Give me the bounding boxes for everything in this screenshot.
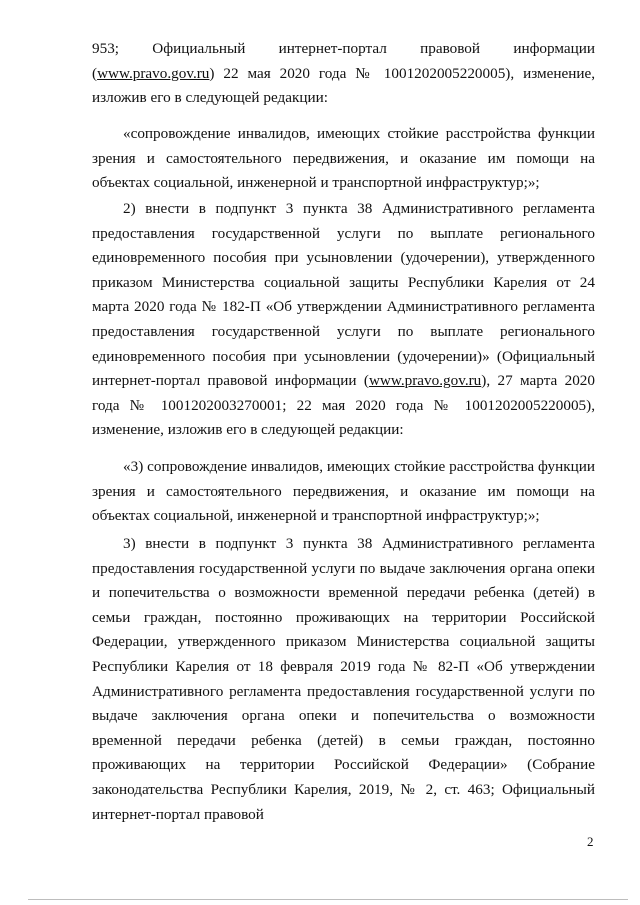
- paragraph-text: ), 27 марта 2020 года № 1001202003270001; 22 мая 2020 года № 1001202005220005), изменение, изложив его в следующей редакции:: [92, 372, 595, 439]
- paragraph-text: ) 22 мая 2020 года № 1001202005220005), изменение, изложив его в следующей редакции:: [92, 64, 595, 107]
- paragraph-text: 2) внести в подпункт 3 пункта 38 Административного регламента предоставления государственной услуги по выплате регионального единовременного пособия при усыновлении (удочерении), утвержденного приказом Министерства социальной защиты Республики Карелия от 24 марта 2020 года № 182-П «Об утверждении Административного регламента предоставления государственной услуги по выплате регионального единовременного пособия при усыновлении (удочерении)» (Официальный интернет-портал правовой информации (: [92, 200, 595, 390]
- page-number: 2: [587, 834, 594, 849]
- page-edge-line: [28, 899, 628, 900]
- paragraph-continuation: [92, 37, 595, 111]
- paragraph-text: 953; Официальный интернет-портал правовой информации (: [92, 40, 595, 82]
- quoted-amendment-2: «3) сопровождение инвалидов, имеющих стойкие расстройства функции зрения и самостоятельного передвижения, и оказание им помощи на объектах социальной, инженерной и транспортной инфраструктур;»;: [92, 458, 595, 525]
- paragraph-item-2: [92, 197, 595, 443]
- pravo-link[interactable]: www.pravo.gov.ru: [97, 64, 210, 82]
- pravo-link[interactable]: www.pravo.gov.ru: [368, 372, 482, 390]
- quoted-amendment-1: «сопровождение инвалидов, имеющих стойкие расстройства функции зрения и самостоятельного передвижения, и оказание им помощи на объектах социальной, инженерной и транспортной инфраструктур;»;: [92, 125, 595, 192]
- paragraph-item-3: 3) внести в подпункт 3 пункта 38 Административного регламента предоставления государственной услуги по выдаче заключения органа опеки и попечительства о возможности временной передачи ребенка (детей) в семьи граждан, постоянно проживающих на территории Российской Федерации, утвержденного приказом Министерства социальной защиты Республики Карелия от 18 февраля 2019 года № 82-П «Об утверждении Административного регламента предоставления государственной услуги по выдаче заключения органа опеки и попечительства о возможности временной передачи ребенка (детей) в семьи граждан, постоянно проживающих на территории Российской Федерации» (Собрание законодательства Республики Карелия, 2019, № 2, ст. 463; Официальный интернет-портал правовой: [92, 535, 595, 823]
